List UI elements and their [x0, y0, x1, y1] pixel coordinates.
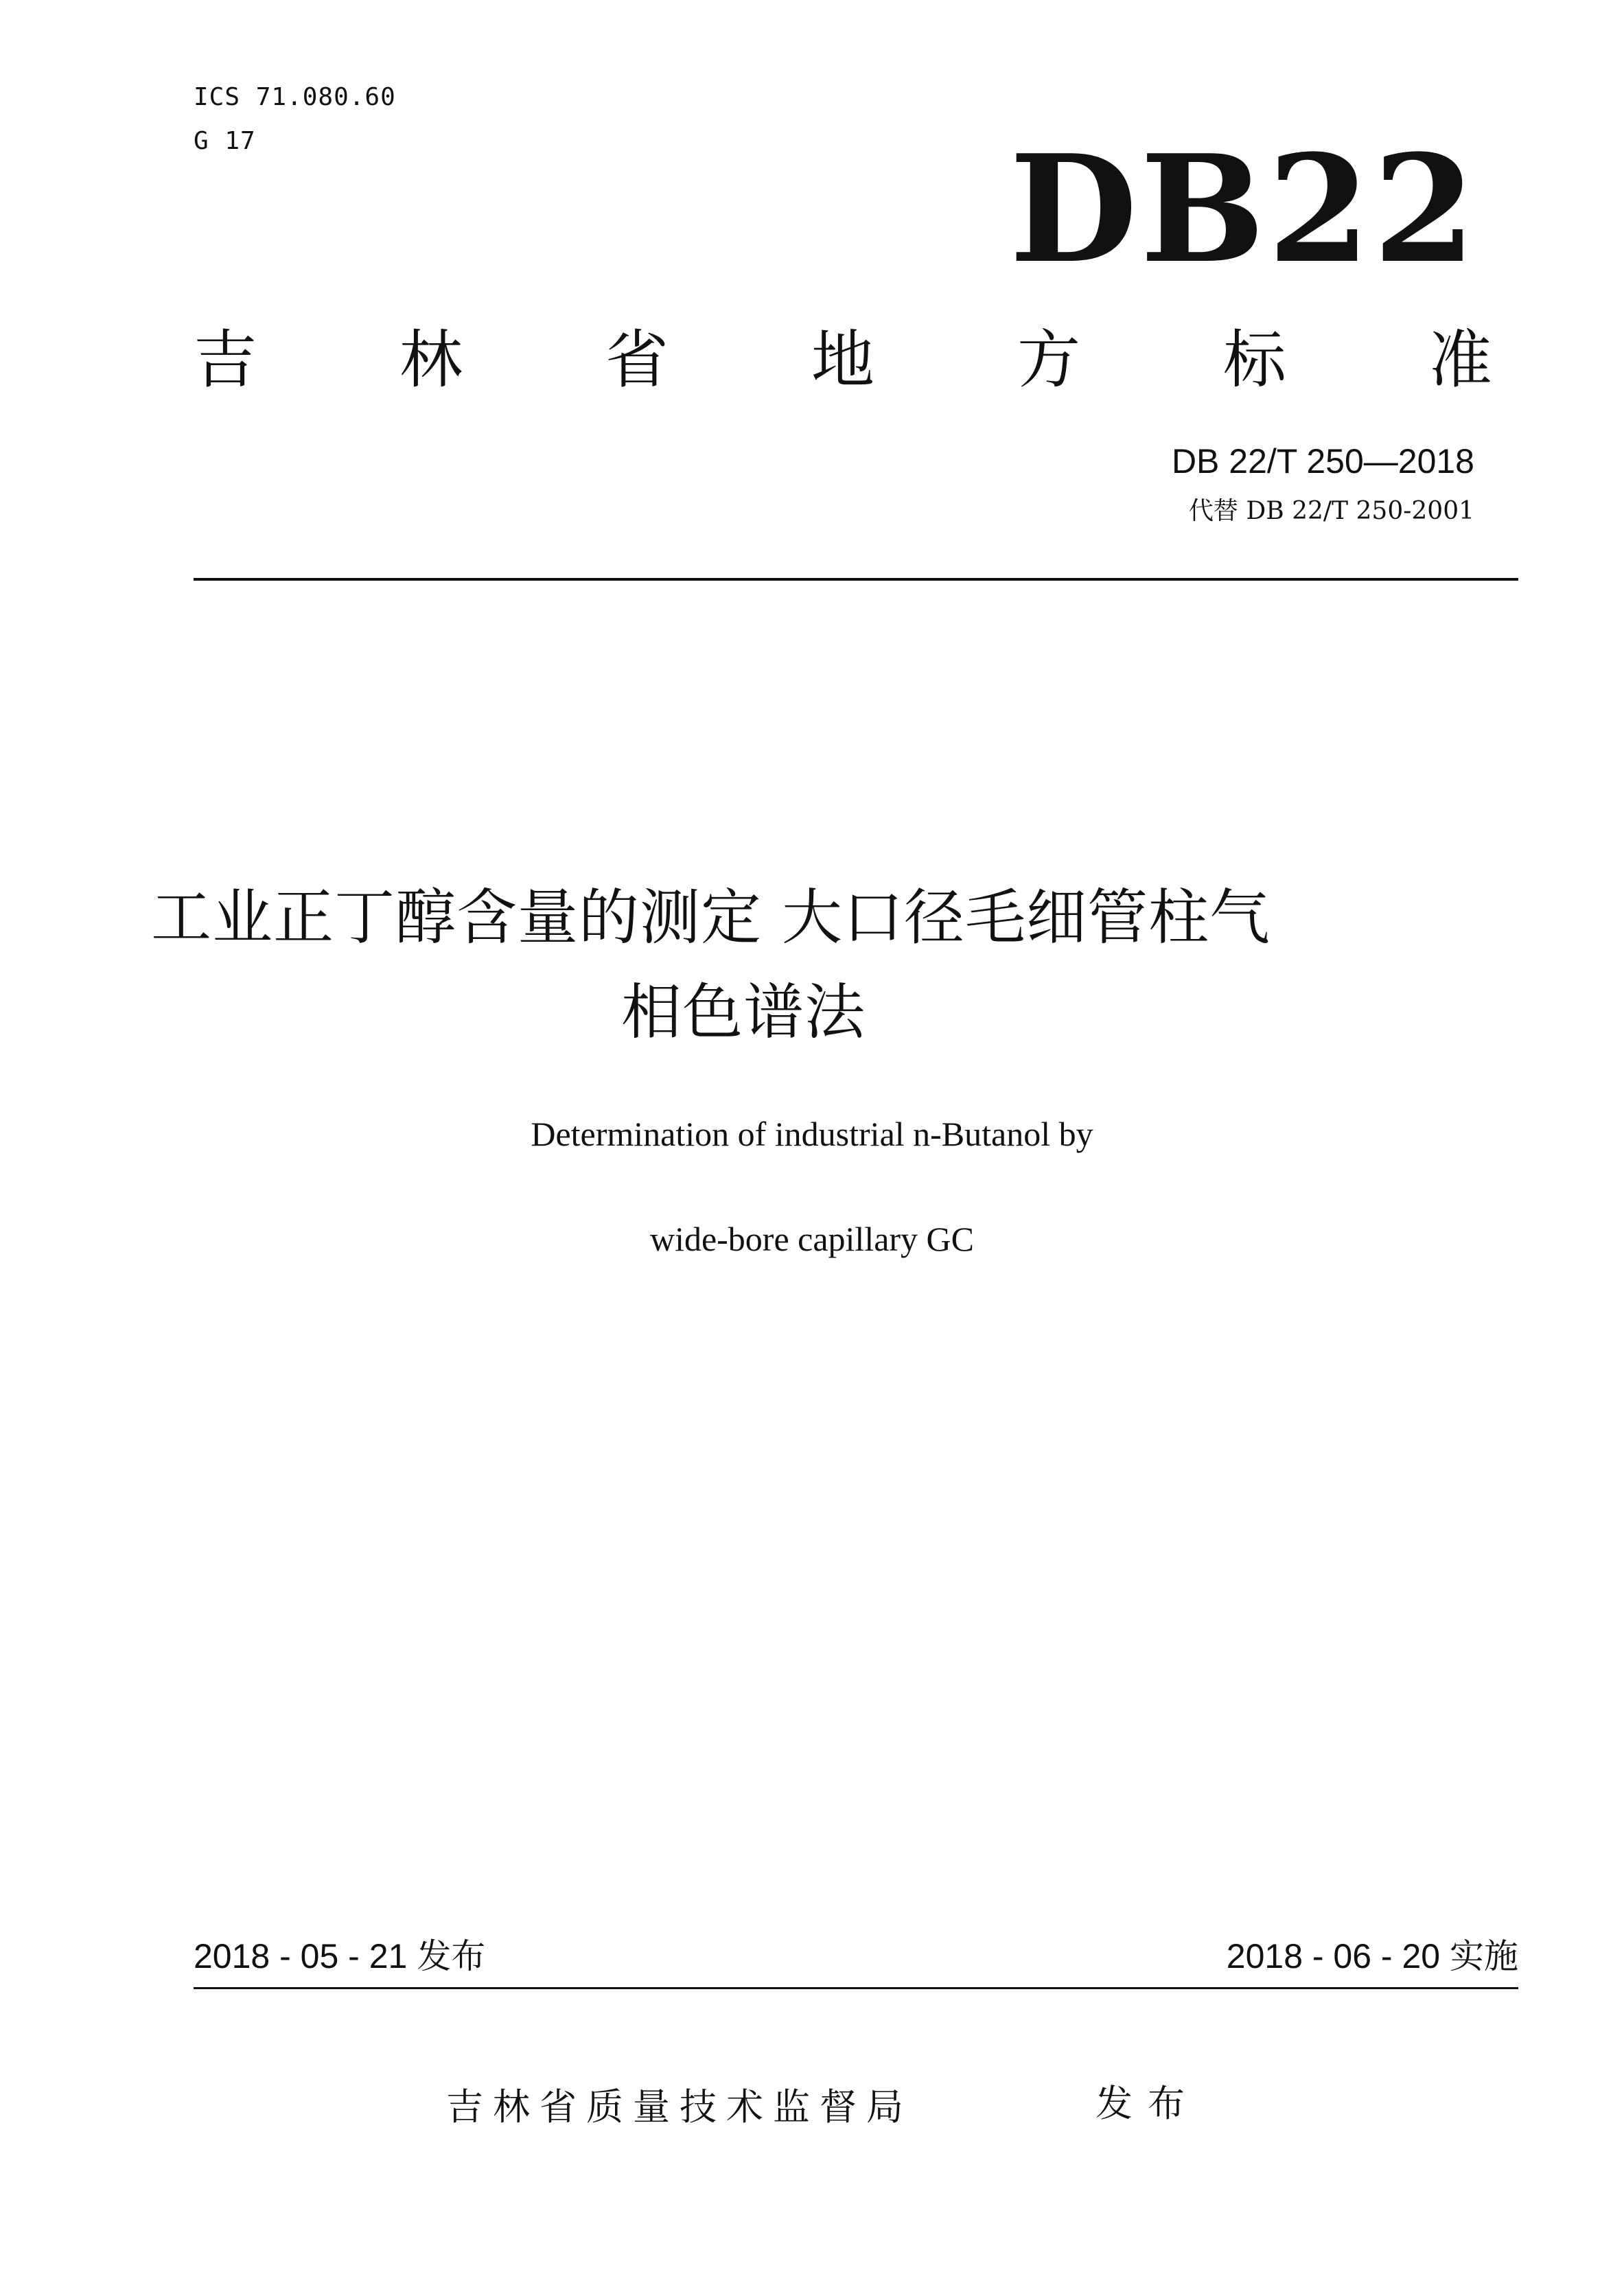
category-char: 准 — [1428, 323, 1492, 397]
issue-date: 2018 - 05 - 21 发布 — [194, 1937, 486, 1975]
standard-logo: DB22 — [1009, 122, 1478, 296]
header-divider — [194, 578, 1518, 581]
issuing-authority: 吉林省质量技术监督局 — [446, 2085, 913, 2129]
category-char: 省 — [605, 323, 669, 397]
category-char: 吉 — [194, 323, 257, 397]
implementation-date: 2018 - 06 - 20 实施 — [1226, 1937, 1518, 1975]
standard-category — [194, 323, 1492, 398]
replaces-standard: 代替 DB 22/T 250-2001 — [1188, 497, 1474, 525]
title-zh-line1: 工业正丁醇含量的测定 大口径毛细管柱气 — [151, 882, 1271, 953]
category-char: 地 — [811, 323, 874, 397]
title-en-line1: Determination of industrial n-Butanol by — [531, 1115, 1093, 1153]
title-en-line2: wide-bore capillary GC — [649, 1220, 975, 1258]
footer-divider — [194, 1987, 1518, 1989]
category-char: 标 — [1222, 323, 1286, 397]
category-char: 方 — [1017, 323, 1080, 397]
category-char: 林 — [399, 323, 463, 397]
issue-action: 发布 — [1095, 2082, 1200, 2125]
title-zh-line2: 相色谱法 — [621, 977, 866, 1047]
ics-code: ICS 71.080.60 — [194, 83, 396, 111]
standard-number: DB 22/T 250—2018 — [1171, 442, 1474, 480]
ccs-code: G 17 — [194, 127, 256, 155]
